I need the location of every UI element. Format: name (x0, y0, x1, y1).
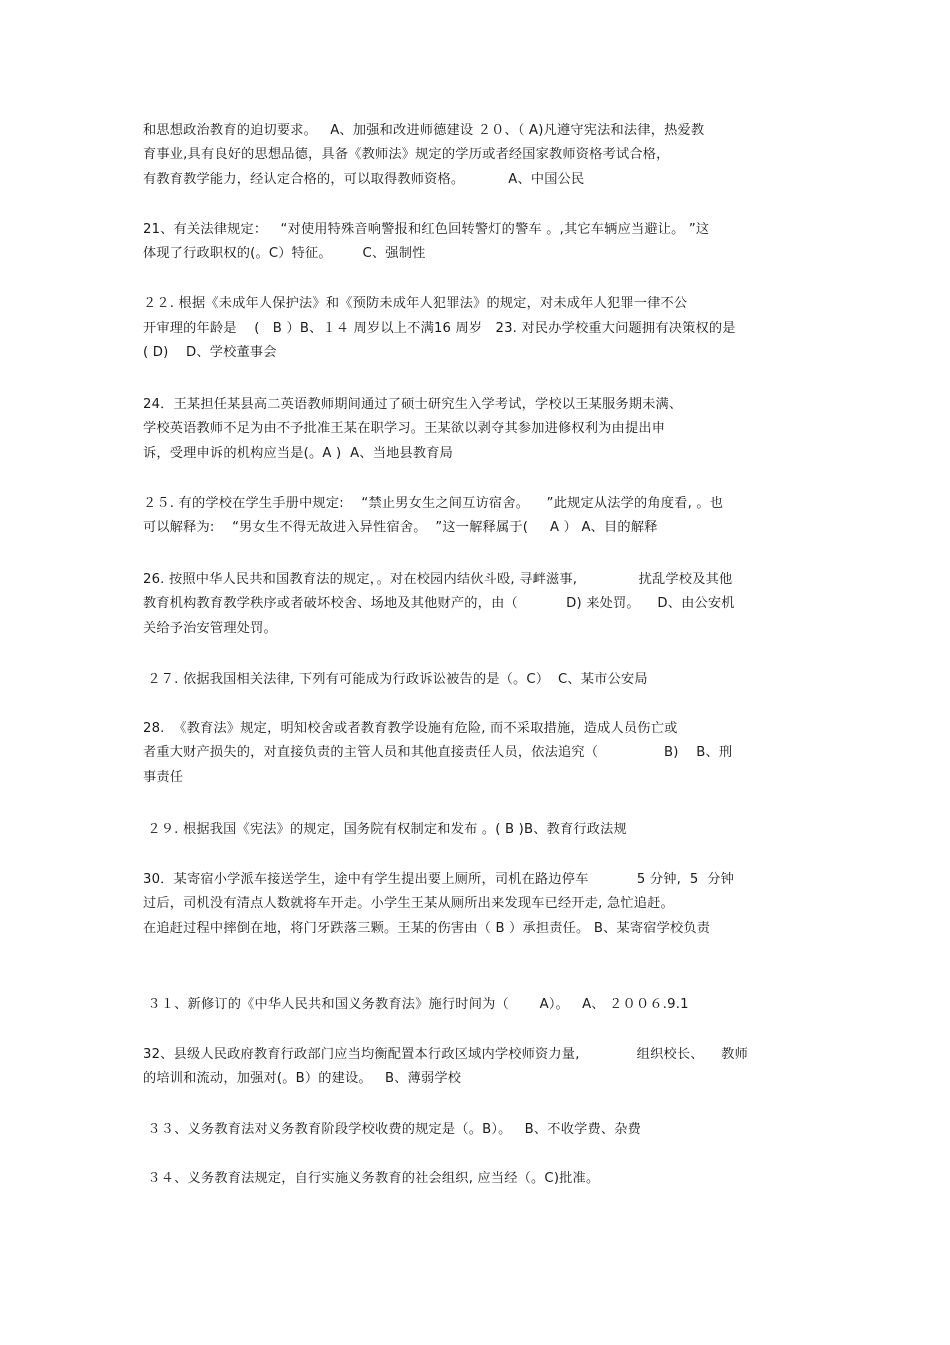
text-line: ２９. 根据我国《宪法》的规定，国务院有权制定和发布 。( B )B、教育行政法规 (143, 822, 627, 837)
text-line: 体现了行政职权的(。C）特征。 C、强制性 (143, 246, 426, 261)
text-line: 32、县级人民政府教育行政部门应当均衡配置本行政区域内学校师资力量, 组织校长、 教师 (143, 1047, 748, 1062)
text-line: 育事业,具有良好的思想品德，具备《教师法》规定的学历或者经国家教师资格考试合格， (143, 147, 670, 162)
text-line: 21、有关法律规定： “对使用特殊音响警报和红色回转警灯的警车 。,其它车辆应当避让。 ”这 (143, 222, 710, 237)
text-line: 26. 按照中华人民共和国教育法的规定，。对在校园内结伙斗殴, 寻衅滋事, 扰乱学校及其他 (143, 572, 733, 587)
text-line: ３３、义务教育法对义务教育阶段学校收费的规定是（。B）。 B、不收学费、杂费 (143, 1122, 642, 1137)
text-line: ２２. 根据《未成年人保护法》和《预防未成年人犯罪法》的规定，对未成年人犯罪一律不公 (143, 296, 688, 311)
text-line: 事责任 (143, 770, 184, 785)
text-line: 关给予治安管理处罚。 (143, 621, 277, 636)
text-line: 教育机构教育教学秩序或者破坏校舍、场地及其他财产的，由（ D) 来处罚。 D、由公安机 (143, 596, 735, 611)
text-line: ３４、义务教育法规定，自行实施义务教育的社会组织, 应当经（。C)批准。 (143, 1171, 600, 1186)
text-line: 学校英语教师不足为由不予批准王某在职学习。王某欲以剥夺其参加进修权利为由提出申 (143, 421, 666, 436)
text-line: 开审理的年龄是 ( B ）B、１４ 周岁以上不满16 周岁 23. 对民办学校重大问题拥有决策权的是 (143, 321, 736, 336)
text-line: ２７. 依据我国相关法律, 下列有可能成为行政诉讼被告的是（。C） C、某市公安局 (143, 672, 648, 687)
text-line: 在追赶过程中摔倒在地，将门牙跌落三颗。王某的伤害由（ B ）承担责任。 B、某寄宿学校负责 (143, 921, 711, 936)
text-line: 30．某寄宿小学派车接送学生，途中有学生提出要上厕所，司机在路边停车 5 分钟, 5 分钟 (143, 872, 734, 887)
text-line: 的培训和流动，加强对(。B）的建设。 B、薄弱学校 (143, 1071, 462, 1086)
text-line: ３１、新修订的《中华人民共和国义务教育法》施行时间为（ A）。 A、 ２００６.9.1 (143, 997, 689, 1012)
text-line: 和思想政治教育的迫切要求。 A、加强和改进师德建设 ２０、（ A)凡遵守宪法和法律，热爱教 (143, 123, 705, 138)
text-line: 者重大财产损失的，对直接负责的主管人员和其他直接责任人员，依法追究（ B) B、刑 (143, 745, 733, 760)
text-line: 可以解释为: “男女生不得无故进入异性宿舍。 ”这一解释属于( A ） A、目的解释 (143, 520, 658, 535)
text-line: 24．王某担任某县高二英语教师期间通过了硕士研究生入学考试，学校以王某服务期未满、 (143, 397, 683, 412)
text-line: ( D) D、学校董事会 (143, 345, 277, 360)
text-line: 28. 《教育法》规定，明知校舍或者教育教学设施有危险, 而不采取措施，造成人员伤亡或 (143, 721, 678, 736)
text-line: 过后，司机没有清点人数就将车开走。小学生王某从厕所出来发现车已经开走, 急忙追赶。 (143, 896, 674, 911)
text-line: 诉，受理申诉的机构应当是(。A ) A、当地县教育局 (143, 446, 454, 461)
text-line: ２５. 有的学校在学生手册中规定: “禁止男女生之间互访宿舍。 ”此规定从法学的角度看, 。也 (143, 496, 724, 511)
text-line: 有教育教学能力，经认定合格的，可以取得教师资格。 A、中国公民 (143, 172, 585, 187)
